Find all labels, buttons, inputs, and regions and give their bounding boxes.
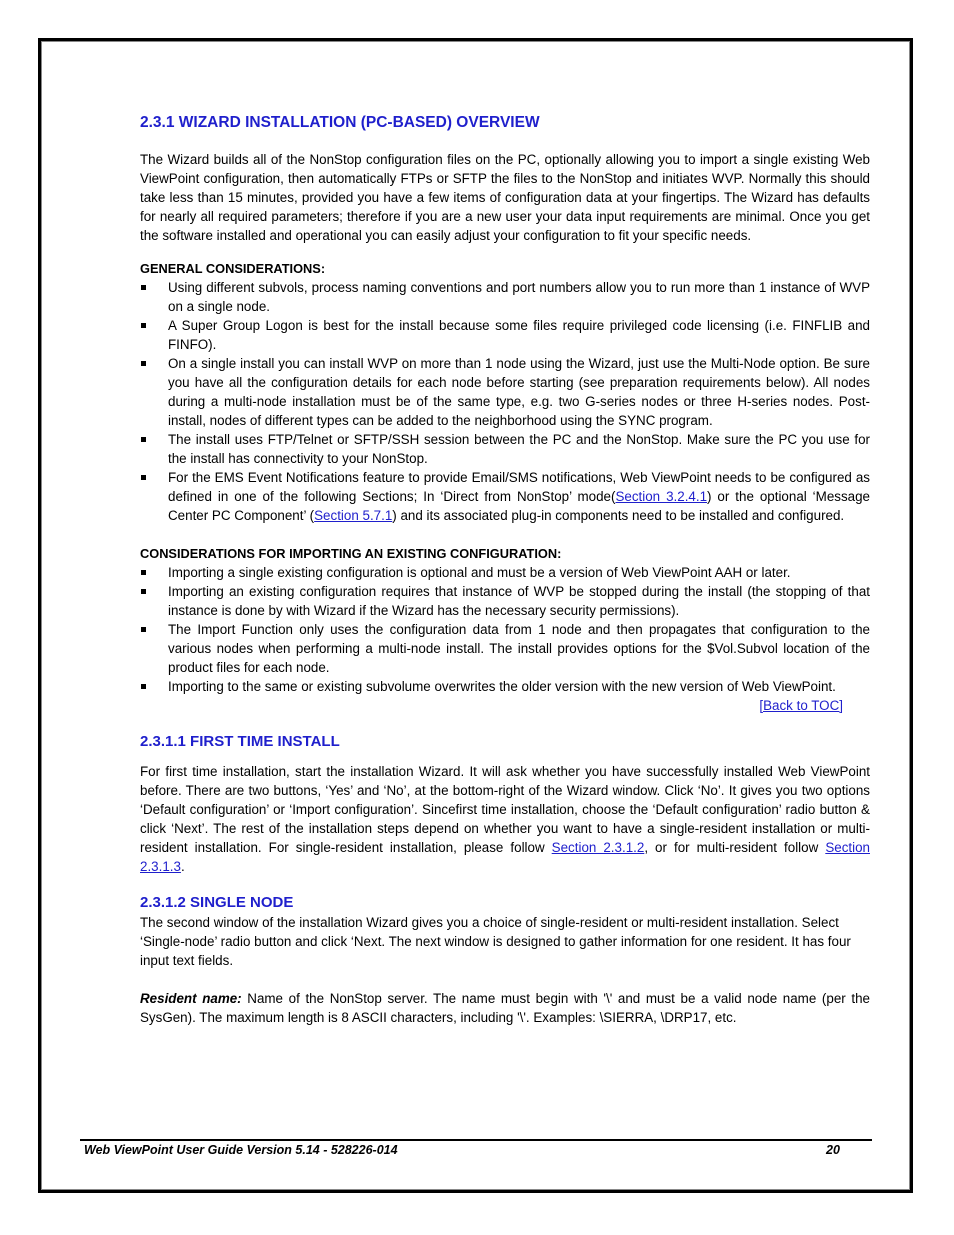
intro-paragraph: The Wizard builds all of the NonStop configuration files on the PC, optionally allowing you to import a single existing Web ViewPoint configuration, then automatically FTPs or SFTP the files to the NonStop and initiates WVP. Normally this should take less than 15 minutes, provided you have a few items of configuration data at your fingertips. The Wizard has defaults for nearly all required parameters; therefore if you are a new user your data input requirements are minimal. Once you get the software installed and operational you can easily adjust your configuration to fit your specific needs.	[140, 152, 870, 243]
footer-title: Web ViewPoint User Guide Version 5.14 - 528226-014	[84, 1143, 398, 1157]
back-to-toc-row	[140, 696, 870, 715]
ems-text-1: For the EMS Event Notifications feature to provide Email/SMS notifications, Web ViewPoint needs to be configured as defined in one of the following Sections; In ‘Direct from NonStop’ mode(	[168, 470, 870, 504]
import-considerations-label: CONSIDERATIONS FOR IMPORTING AN EXISTING CONFIGURATION:	[140, 546, 562, 561]
general-considerations-label: GENERAL CONSIDERATIONS:	[140, 261, 326, 276]
list-item: Importing a single existing configuration is optional and must be a version of Web ViewPoint AAH or later.	[140, 563, 870, 582]
list-item: On a single install you can install WVP on more than 1 node using the Wizard, just use the Multi-Node option. Be sure you have all the configuration details for each node before starting (see preparation requirements below). All nodes during a multi-node installation must be of the same type, e.g. two G-series nodes or three H-series nodes. Post-install, nodes of different types can be added to the neighborhood using the SYNC program.	[140, 354, 870, 430]
single-node-paragraph: The second window of the installation Wizard gives you a choice of single-resident or multi-resident installation. Select ‘Single-node’ radio button and click ‘Next. The next window is designed to gather information for one resident. It has four input text fields.	[140, 915, 851, 968]
section-heading-2-3-1-2: 2.3.1.2 SINGLE NODE	[140, 894, 294, 911]
section-2-3-1-2-link[interactable]: Section 2.3.1.2	[551, 840, 645, 855]
ems-text-3: ) and its associated plug-in components need to be installed and configured.	[392, 508, 845, 523]
first-time-end: .	[180, 859, 185, 874]
section-2-3-1-3-link[interactable]: Section 2.3.1.3	[140, 840, 870, 874]
first-time-mid: , or for multi-resident follow	[644, 840, 826, 855]
section-heading-2-3-1-1: 2.3.1.1 FIRST TIME INSTALL	[140, 733, 340, 750]
resident-name-text: Name of the NonStop server. The name must begin with '\' and must be a valid node name (per the SysGen). The maximum length is 8 ASCII characters, including '\'. Examples: \SIERRA, \DRP17, etc.	[140, 991, 870, 1025]
list-item: Using different subvols, process naming conventions and port numbers allow you to run more than 1 instance of WVP on a single node.	[140, 278, 870, 316]
ems-text-2: ) or the optional ‘Message Center PC Component’ (	[168, 489, 870, 523]
page-content	[140, 113, 870, 1027]
import-considerations-list	[140, 563, 870, 696]
section-heading-2-3-1: 2.3.1 WIZARD INSTALLATION (PC-BASED) OVERVIEW	[140, 114, 540, 131]
list-item: The Import Function only uses the configuration data from 1 node and then propagates that configuration to the various nodes when performing a multi-node install. The install provides options for the $Vol.Subvol location of the product files for each node.	[140, 620, 870, 677]
footer-divider	[80, 1139, 872, 1141]
resident-name-paragraph	[140, 989, 870, 1027]
list-item-ems	[140, 468, 870, 525]
back-to-toc-link[interactable]: [Back to TOC]	[759, 698, 843, 713]
list-item: Importing an existing configuration requires that instance of WVP be stopped during the install (the stopping of that instance is done by with Wizard if the Wizard has the necessary security permissions).	[140, 582, 870, 620]
page-number: 20	[826, 1143, 840, 1157]
section-5-7-1-link[interactable]: Section 5.7.1	[314, 508, 393, 523]
general-considerations-list	[140, 278, 870, 525]
section-3-2-4-1-link[interactable]: Section 3.2.4.1	[615, 489, 708, 504]
list-item: A Super Group Logon is best for the install because some files require privileged code licensing (i.e. FINFLIB and FINFO).	[140, 316, 870, 354]
first-time-text: For first time installation, start the installation Wizard. It will ask whether you have successfully installed Web ViewPoint before. There are two buttons, ‘Yes’ and ‘No’, at the bottom-right of the Wizard window. Click ‘No’. It gives you two options ‘Default configuration’ or ‘Import configuration’. Sincefirst time installation, choose the ‘Default configuration’ radio button & click ‘Next’. The rest of the installation steps depend on whether you want to have a single-resident installation or multi-resident installation. For single-resident installation, please follow	[140, 764, 870, 855]
resident-name-label: Resident name:	[140, 991, 242, 1006]
first-time-install-paragraph	[140, 762, 870, 876]
list-item: The install uses FTP/Telnet or SFTP/SSH session between the PC and the NonStop. Make sure the PC you use for the install has connectivity to your NonStop.	[140, 430, 870, 468]
list-item: Importing to the same or existing subvolume overwrites the older version with the new version of Web ViewPoint.	[140, 677, 870, 696]
